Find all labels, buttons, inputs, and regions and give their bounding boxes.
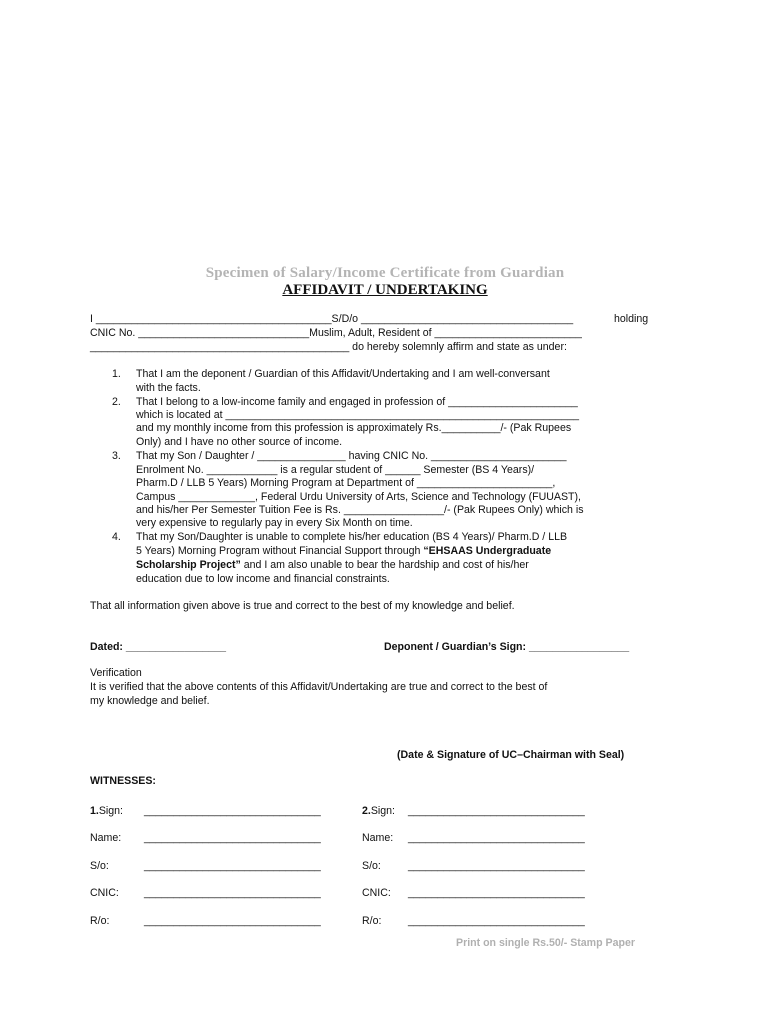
- witness-1-so-blank: ______________________________: [144, 860, 321, 872]
- document-title: AFFIDAVIT / UNDERTAKING: [282, 282, 488, 298]
- witness-1-cnic-label: CNIC:: [90, 887, 119, 899]
- item-2-line-1: That I belong to a low-income family and engaged in profession of ______________________: [136, 396, 578, 408]
- witness-1-number: 1.: [90, 805, 99, 817]
- ehsaas-project-name: “EHSAAS Undergraduate: [423, 545, 552, 557]
- item-4-line-4: education due to low income and financial constraints.: [136, 573, 390, 585]
- uc-chairman-signature: (Date & Signature of UC–Chairman with Seal): [397, 749, 625, 761]
- item-4-line-2: [136, 545, 551, 558]
- scholarship-project-name: Scholarship Project”: [136, 559, 241, 571]
- item-3-line-5: and his/her Per Semester Tuition Fee is Rs. _________________/- (Pak Rupees Only) which is: [136, 504, 584, 516]
- intro-line-1: I ________________________________________S/D/o ____________________________________: [90, 313, 574, 325]
- witness-2-sign-label: [362, 805, 395, 817]
- item-number: 1.: [112, 368, 121, 380]
- item-3-line-3: Pharm.D / LLB 5 Years) Morning Program at Department of _______________________,: [136, 477, 556, 489]
- witness-2-sign-blank: ______________________________: [408, 805, 585, 817]
- witness-1-name-label: Name:: [90, 832, 122, 844]
- specimen-heading: Specimen of Salary/Income Certificate from Guardian: [205, 265, 565, 281]
- item-1-line-2: with the facts.: [136, 382, 201, 394]
- witness-1-cnic-blank: ______________________________: [144, 887, 321, 899]
- stamp-paper-note: Print on single Rs.50/- Stamp Paper: [456, 937, 635, 949]
- verification-line-1: It is verified that the above contents of this Affidavit/Undertaking are true and correct to the best of: [90, 681, 548, 693]
- witness-2-name-blank: ______________________________: [408, 832, 585, 844]
- item-number: 3.: [112, 450, 121, 462]
- witness-1-so-label: S/o:: [90, 860, 109, 872]
- witness-2-name-label: Name:: [362, 832, 394, 844]
- intro-holding: holding: [614, 313, 649, 325]
- deponent-sign-field: Deponent / Guardian’s Sign: _________________: [384, 641, 630, 653]
- item-4-line-3-text: and I am also unable to bear the hardship and cost of his/her: [243, 559, 529, 571]
- witness-2-cnic-label: CNIC:: [362, 887, 391, 899]
- witness-2-ro-label: R/o:: [362, 915, 382, 927]
- item-3-line-2: Enrolment No. ____________ is a regular student of ______ Semester (BS 4 Years)/: [136, 464, 535, 476]
- item-3-line-6: very expensive to regularly pay in every Six Month on time.: [136, 517, 413, 529]
- witness-1-name-blank: ______________________________: [144, 832, 321, 844]
- witness-1-sign-label: [90, 805, 123, 817]
- item-4-line-3: [136, 559, 529, 572]
- item-2-line-2: which is located at ____________________________________________________________: [136, 409, 580, 421]
- witness-2-cnic-blank: ______________________________: [408, 887, 585, 899]
- witnesses-heading: WITNESSES:: [90, 775, 156, 787]
- item-2-line-3: and my monthly income from this profession is approximately Rs.__________/- (Pak Rupees: [136, 422, 572, 434]
- witness-2-sign-text: Sign:: [370, 805, 395, 817]
- witness-1-sign-text: Sign:: [98, 805, 123, 817]
- witness-2-so-label: S/o:: [362, 860, 381, 872]
- witness-2-ro-blank: ______________________________: [408, 915, 585, 927]
- witness-1-ro-label: R/o:: [90, 915, 110, 927]
- item-4-line-1: That my Son/Daughter is unable to complete his/her education (BS 4 Years)/ Pharm.D / LLB: [136, 531, 568, 543]
- dated-field: Dated: _________________: [90, 641, 227, 653]
- intro-line-2: CNIC No. _____________________________Muslim, Adult, Resident of _________________________: [90, 327, 582, 339]
- item-2-line-4: Only) and I have no other source of income.: [136, 436, 343, 448]
- verification-line-2: my knowledge and belief.: [90, 695, 210, 707]
- witness-1-ro-blank: ______________________________: [144, 915, 321, 927]
- item-1-line-1: That I am the deponent / Guardian of this Affidavit/Undertaking and I am well-conversant: [136, 368, 550, 380]
- declaration-text: That all information given above is true and correct to the best of my knowledge and belief.: [90, 600, 515, 612]
- item-number: 2.: [112, 396, 121, 408]
- item-3-line-1: That my Son / Daughter / _______________ having CNIC No. _______________________: [136, 450, 567, 462]
- item-4-line-2-text: 5 Years) Morning Program without Financial Support through: [136, 545, 421, 557]
- item-number: 4.: [112, 531, 121, 543]
- witness-2-so-blank: ______________________________: [408, 860, 585, 872]
- item-3-line-4: Campus _____________, Federal Urdu University of Arts, Science and Technology (FUUAST),: [136, 491, 581, 503]
- verification-heading: Verification: [90, 667, 142, 679]
- witness-2-number: 2.: [362, 805, 371, 817]
- intro-line-3: ____________________________________________ do hereby solemnly affirm and state as under:: [90, 341, 567, 353]
- witness-1-sign-blank: ______________________________: [144, 805, 321, 817]
